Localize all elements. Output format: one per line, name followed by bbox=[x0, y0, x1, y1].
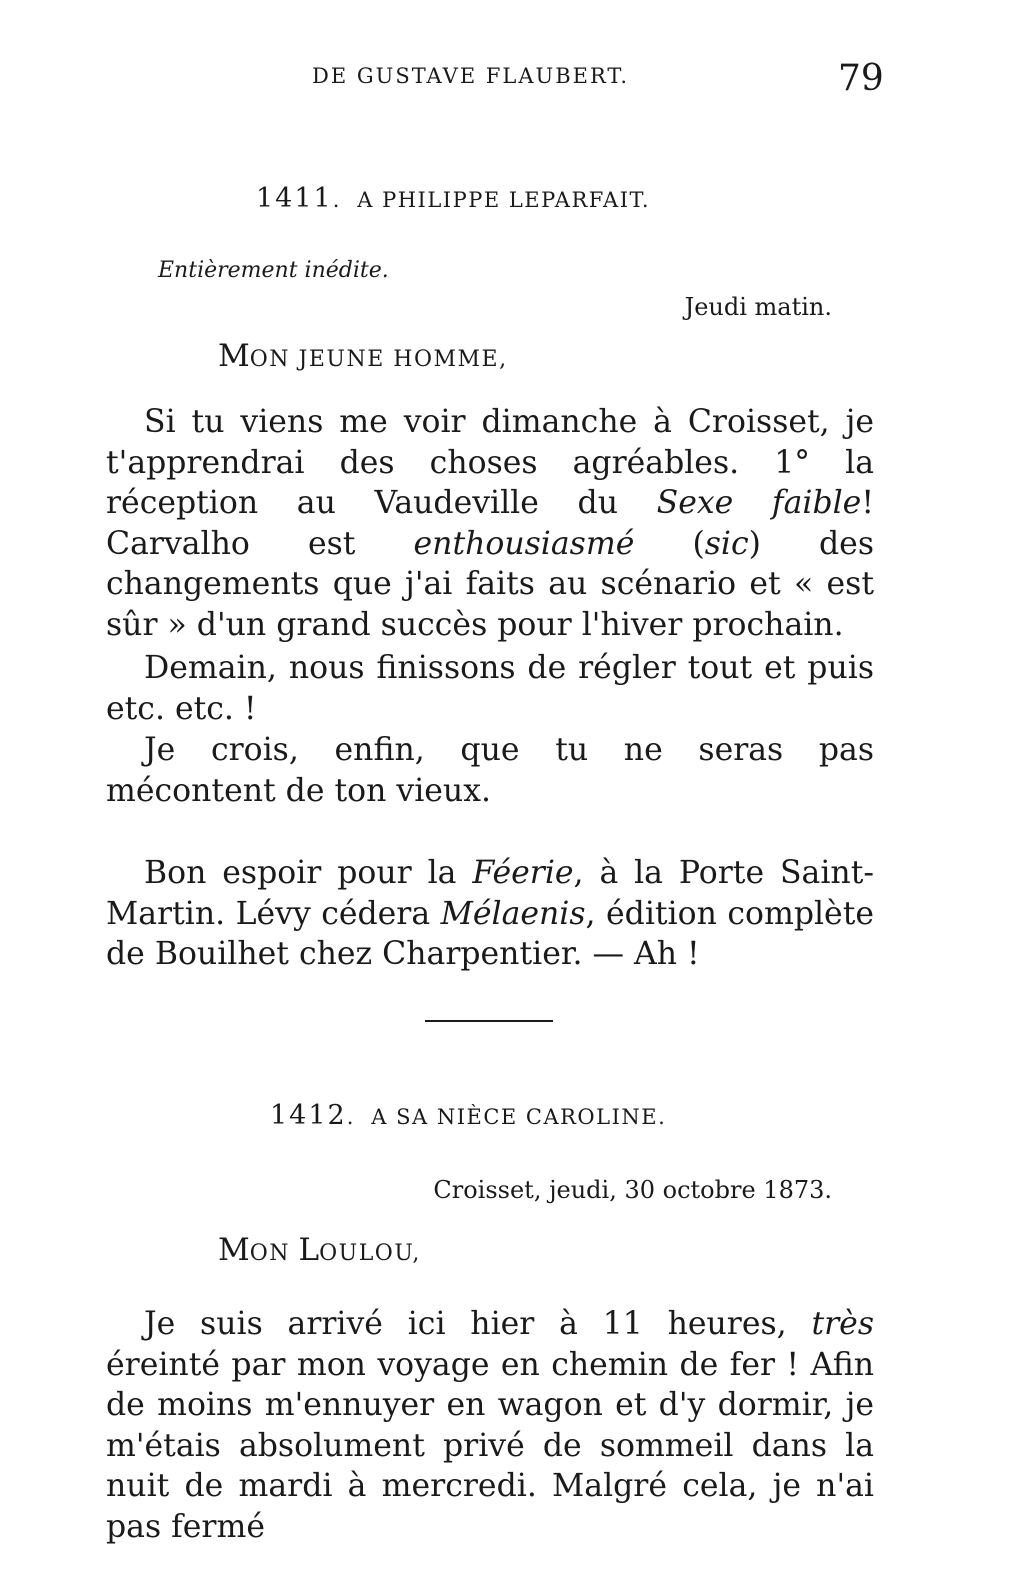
letter-number: 1411 bbox=[256, 183, 333, 214]
letter-1411-paragraph-2: Demain, nous finissons de régler tout et puis etc. etc. ! bbox=[106, 650, 874, 727]
letter-1411-dateline: Jeudi matin. bbox=[684, 293, 832, 321]
edition-note: Entièrement inédite. bbox=[158, 258, 389, 283]
letter-1411-paragraph-1: Si tu viens me voir dimanche à Croisset, je t'apprendrai des choses agréables. 1° la réception au Vaudeville du Sexe faible! Carvalho est enthousiasmé (sic) des changements que j'ai faits au scénario et « est sûr » d'un grand succès pour l'hiver prochain. bbox=[106, 404, 874, 643]
letter-number: 1412 bbox=[270, 1100, 347, 1131]
letter-1412-salutation: MON LOULOU, bbox=[218, 1232, 421, 1268]
letter-1411-paragraph-4: Bon espoir pour la Féerie, à la Porte Saint-Martin. Lévy cédera Mélaenis, édition complète de Bouilhet chez Charpentier. — Ah ! bbox=[106, 855, 874, 972]
letter-1411-paragraph-3: Je crois, enfin, que tu ne seras pas mécontent de ton vieux. bbox=[106, 732, 874, 809]
letter-recipient: A SA NIÈCE CAROLINE. bbox=[371, 1105, 667, 1129]
letter-1412-paragraph-1: Je suis arrivé ici hier à 11 heures, très éreinté par mon voyage en chemin de fer ! Afin de moins m'ennuyer en wagon et d'y dormir, je m'étais absolument privé de sommeil dans la nuit de mardi à mercredi. Malgré cela, je n'ai pas fermé bbox=[106, 1306, 874, 1545]
letter-1411-heading: 1411. A PHILIPPE LEPARFAIT. bbox=[256, 183, 651, 214]
section-divider-rule bbox=[425, 1020, 553, 1022]
page-number: 79 bbox=[838, 58, 884, 99]
letter-1412-heading: 1412. A SA NIÈCE CAROLINE. bbox=[270, 1100, 667, 1131]
running-head: DE GUSTAVE FLAUBERT. bbox=[312, 64, 630, 88]
letter-recipient: A PHILIPPE LEPARFAIT. bbox=[357, 188, 651, 212]
letter-1412-dateline: Croisset, jeudi, 30 octobre 1873. bbox=[433, 1176, 832, 1204]
letter-1411-salutation: MON JEUNE HOMME, bbox=[218, 338, 508, 374]
